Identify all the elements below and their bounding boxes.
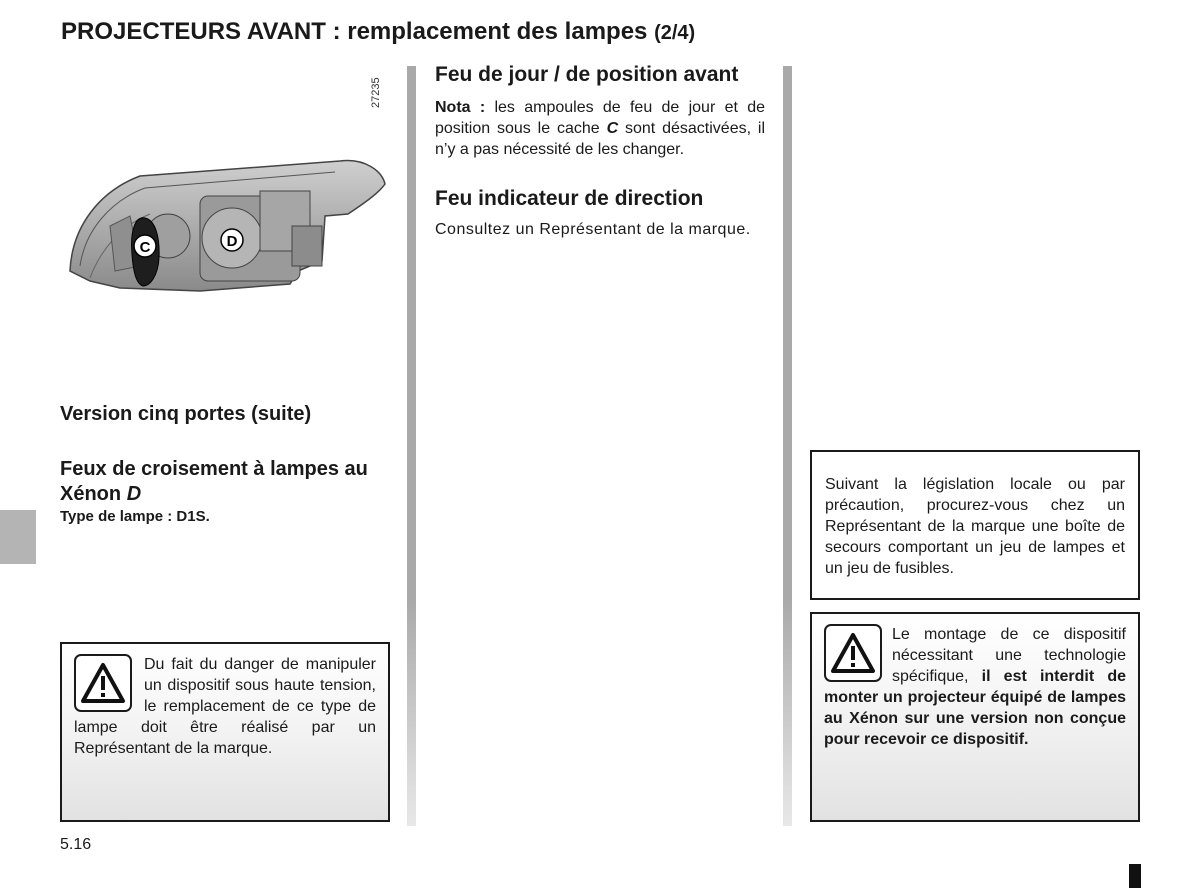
info-box: [810, 450, 1140, 600]
warning-icon: [74, 654, 132, 712]
page-number: 5.16: [60, 836, 92, 853]
xenon-heading: [60, 457, 390, 507]
headlamp-illustration: [60, 66, 390, 356]
xenon-heading-text: Feux de croisement à lampes au Xénon: [60, 458, 368, 505]
section-title: Version cinq portes (suite): [60, 403, 312, 425]
xenon-heading-ref: D: [126, 483, 142, 505]
warning-text-right-plain: Le montage de ce dispositif nécessitant une technologie spécifique,: [892, 626, 1126, 685]
info-box-text: Suivant la législation locale ou par précaution, procurez-vous chez un Représentant de la marque une boîte de secours comportant un jeu de lampes et un jeu de fusibles.: [825, 476, 1125, 577]
warning-icon-right: [824, 624, 882, 682]
note-text-1: les ampoules de feu de jour et de position sous le cache: [435, 99, 766, 137]
column-divider-right: [783, 66, 792, 826]
figure-number: 27235: [370, 77, 382, 108]
daytime-light-heading: Feu de jour / de position avant: [435, 63, 739, 86]
note-ref: C: [606, 120, 619, 137]
warning-box-right: [810, 612, 1140, 822]
page-title: [61, 18, 695, 46]
indicator-text: Consultez un Représentant de la marque.: [435, 221, 751, 238]
note-paragraph: [435, 97, 765, 160]
label-d: D: [226, 233, 238, 250]
warning-text-left: Du fait du danger de manipuler un dispositif sous haute tension, le remplacement de ce type de lampe doit être réalisé par un Représentant de la marque.: [74, 656, 376, 757]
label-c: C: [139, 239, 151, 256]
warning-text-right-bold: il est interdit de monter un projecteur équipé de lampes au Xénon sur une version non conçue pour recevoir ce dispositif.: [824, 668, 1126, 748]
indicator-heading: Feu indicateur de direction: [435, 187, 704, 210]
headlamp-drawing: [60, 66, 390, 356]
lamp-type: Type de lampe : D1S.: [60, 508, 210, 525]
page-title-text: PROJECTEURS AVANT : remplacement des lampes: [61, 18, 648, 45]
warning-box-left: [60, 642, 390, 822]
note-text-2: sont désactivées, il n’y a pas nécessité de les changer.: [435, 120, 766, 158]
column-divider-left: [407, 66, 416, 826]
chapter-tab: [0, 510, 36, 564]
note-label: Nota :: [435, 99, 486, 116]
xenon-heading-block: [60, 457, 390, 525]
page-corner-mark: [1129, 864, 1141, 888]
page-fraction: (2/4): [654, 22, 696, 44]
middle-column: [435, 62, 765, 240]
